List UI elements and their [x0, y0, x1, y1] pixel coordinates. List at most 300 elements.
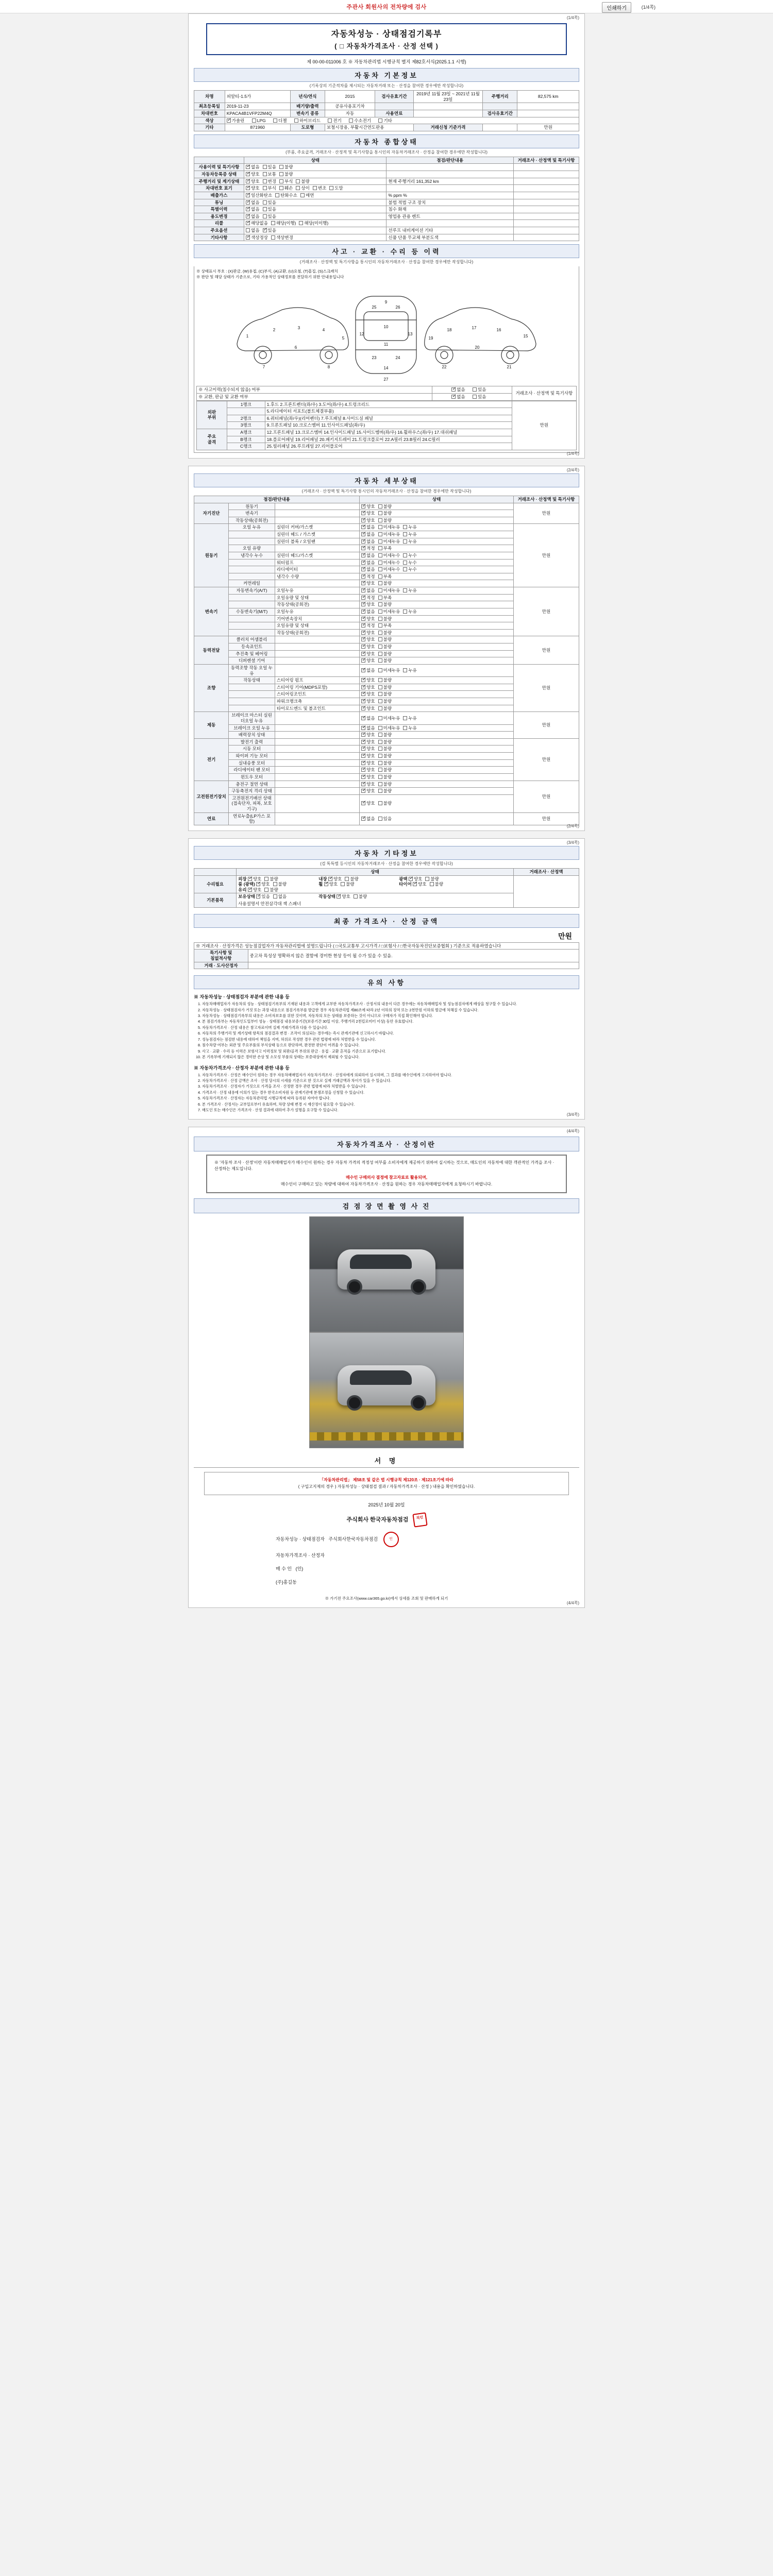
detail-1-1-option-0[interactable]: ✓ 없음 — [361, 532, 375, 537]
detail-options-0-0[interactable] — [360, 503, 514, 510]
detail-6-1-option-1[interactable]: 불량 — [378, 746, 392, 751]
fuel-option-hydrogen[interactable]: 수소전기 — [349, 118, 374, 123]
detail-sub-3-1: 등속죠인트 — [229, 643, 275, 651]
detail-5-1-option-1[interactable]: 미세누유 — [378, 725, 400, 731]
overall-6-option-1[interactable]: 있음 — [263, 207, 276, 212]
detail-8-0-option-0[interactable]: ✓없음 — [361, 816, 375, 821]
detail-options-4-5[interactable] — [360, 705, 514, 712]
detail-1-4-option-0[interactable]: ✓ 없음 — [361, 553, 375, 558]
print-button[interactable]: 인쇄하기 — [602, 2, 631, 13]
detail-6-0-option-1[interactable]: 불량 — [378, 739, 392, 744]
overall-1-option-0[interactable]: ✓ 양호 — [246, 172, 259, 177]
detail-options-2-4[interactable] — [360, 615, 514, 622]
detail-1-4-option-2[interactable]: 누수 — [403, 553, 416, 558]
detail-0-1-option-0[interactable]: ✓ 양호 — [361, 511, 375, 516]
overall-10-option-0[interactable]: ✓ 색상정상 — [246, 235, 268, 240]
detail-2-1-option-0[interactable]: ✓ 적정 — [361, 595, 375, 600]
detail-3-2-option-1[interactable]: 불량 — [378, 651, 392, 656]
etc-0-4-option-1[interactable]: 불량 — [341, 882, 354, 887]
label-blank-a — [375, 103, 414, 110]
detail-sub-6-0: 발전기 출력 — [229, 738, 275, 745]
flood-option-none[interactable]: ✓ 없음 — [451, 387, 468, 392]
detail-options-4-2[interactable] — [360, 684, 514, 691]
label-etc: 기타 — [194, 124, 225, 131]
detail-3-0-option-1[interactable]: 불량 — [378, 637, 392, 642]
section-title-overall: 자동차 종합상태 — [194, 134, 579, 148]
detail-1-7-option-0[interactable]: ✓ 적정 — [361, 574, 375, 579]
detail-0-0-option-0[interactable]: ✓ 양호 — [361, 504, 375, 509]
overall-options-6[interactable] — [244, 206, 386, 213]
overall-options-9[interactable] — [244, 227, 386, 234]
detail-options-7-0[interactable] — [360, 781, 514, 788]
etc-0-3-option-1[interactable]: 불량 — [273, 882, 287, 887]
overall-9-option-1[interactable]: ✓ 있음 — [263, 228, 276, 233]
detail-2-0-option-1[interactable]: 미세누유 — [378, 588, 400, 593]
detail-sub-4-2 — [229, 684, 275, 691]
detail-options-2-5[interactable] — [360, 622, 514, 630]
overall-3-option-1[interactable]: 부식 — [263, 185, 276, 191]
detail-options-2-3[interactable] — [360, 608, 514, 615]
table-row — [197, 386, 577, 394]
fuel-option-electric[interactable]: 전기 — [328, 118, 344, 123]
detail-5-0-option-1[interactable]: 미세누유 — [378, 716, 400, 721]
detail-options-4-3[interactable] — [360, 691, 514, 698]
car-window-lift — [350, 1370, 412, 1385]
detail-options-4-0[interactable] — [360, 664, 514, 676]
etc-0-1-option-1[interactable]: 불량 — [345, 876, 358, 882]
exchange-options[interactable] — [432, 393, 512, 400]
price-basis-line: ※ 거래조사 · 산정가격은 성능점검업자가 자동차관리법에 설명드립니다 ( □국토교통부 고시가격 / □보험사 / □한국자동차진단보증협회 ) 기준으로 적용하였습니다 — [194, 942, 579, 950]
lift-platform — [310, 1432, 463, 1440]
detail-options-3-0[interactable] — [360, 636, 514, 643]
fuel-option-diesel[interactable]: 디젤 — [273, 118, 290, 123]
overall-2-option-2[interactable]: 부식 — [279, 179, 293, 184]
fuel-option-lpg[interactable]: LPG — [252, 118, 269, 123]
detail-remark-1: 만원 — [513, 524, 579, 587]
detail-6-1-option-0[interactable]: ✓ 양호 — [361, 746, 375, 751]
notice-item: 8. 침수차량 여부는 외관 및 주요부품의 부식상태 등으로 판단하며, 완전한 판단이 어려울 수 있습니다. — [202, 1043, 579, 1048]
overall-options-4[interactable] — [244, 192, 386, 199]
detail-options-1-8[interactable] — [360, 580, 514, 587]
detail-1-6-option-1[interactable]: 미세누수 — [378, 567, 400, 572]
overall-2-option-1[interactable]: 변경 — [263, 179, 276, 184]
etc-table — [194, 868, 579, 908]
overall-options-5[interactable] — [244, 199, 386, 206]
overall-9-option-0[interactable]: 없음 — [246, 228, 259, 233]
detail-7-0-option-1[interactable]: 불량 — [378, 782, 392, 787]
etc-1-0-option-1[interactable]: 없음 — [273, 894, 287, 899]
notice-block — [194, 993, 579, 1113]
value-inspection: 2019년 11월 23일 ~ 2021년 11월 23일 — [413, 91, 482, 103]
section-note-etc: (검 톡특별 등시인의 자동차거래조사 · 산정을 참여한 경우에만 작성합니다) — [320, 861, 453, 866]
detail-4-4-option-0[interactable]: ✓ 양호 — [361, 699, 375, 704]
detail-options-6-3[interactable] — [360, 759, 514, 767]
detail-1-3-option-1[interactable]: 부족 — [378, 546, 392, 551]
overall-7-option-1[interactable]: 있음 — [263, 214, 276, 219]
detail-options-4-4[interactable] — [360, 698, 514, 705]
overall-options-10[interactable] — [244, 234, 386, 241]
detail-options-6-0[interactable] — [360, 738, 514, 745]
etc-item-0-0[interactable]: 외장 ✓ 양호 불량 — [238, 876, 315, 882]
detail-8-0-option-1[interactable]: 있음 — [378, 816, 392, 821]
detail-3-1-option-1[interactable]: 불량 — [378, 644, 392, 649]
detail-3-3-option-0[interactable]: ✓ 양호 — [361, 658, 375, 663]
detail-1-6-option-0[interactable]: ✓ 없음 — [361, 567, 375, 572]
col-detail-record: 점검/판단내용 — [194, 496, 360, 503]
overall-4-option-0[interactable]: ✓ 일산화탄소 — [246, 193, 272, 198]
etc-0-1-option-0[interactable]: ✓ 양호 — [328, 876, 342, 882]
section-title-basic: 자동차 기본정보 — [194, 68, 579, 82]
detail-7-2-option-0[interactable]: ✓양호 — [361, 801, 375, 806]
detail-1-0-option-1[interactable]: 미세누유 — [378, 524, 400, 530]
price-guide-title: 자동차가격조사 · 산정이란 — [194, 1137, 579, 1151]
detail-6-5-option-0[interactable]: ✓ 양호 — [361, 774, 375, 779]
etc-1-1-option-0[interactable]: ✓ 양호 — [337, 894, 350, 899]
detail-3-0-option-0[interactable]: ✓ 양호 — [361, 637, 375, 642]
fuel-option-hybrid[interactable]: 하이브리드 — [294, 118, 324, 123]
detail-options-1-3[interactable] — [360, 545, 514, 552]
detail-2-3-option-2[interactable]: 누유 — [403, 609, 416, 614]
detail-options-7-2[interactable] — [360, 794, 514, 812]
overall-0-option-0[interactable]: ✓ 없음 — [246, 164, 259, 170]
detail-0-2-option-0[interactable]: ✓ 양호 — [361, 518, 375, 523]
fuel-option-other[interactable]: 기타 — [378, 118, 395, 123]
price-guide-box — [206, 1155, 567, 1193]
overall-options-1[interactable] — [244, 171, 386, 178]
overall-label-6: 특별이력 — [194, 206, 244, 213]
overall-8-option-0[interactable]: ✓ 해당없음 — [246, 221, 268, 226]
sheet-page-2 — [188, 466, 585, 831]
detail-0-0-option-1[interactable]: 불량 — [378, 504, 392, 509]
car-diagram-svg[interactable] — [227, 282, 546, 385]
overall-3-option-5[interactable]: 도말 — [329, 185, 343, 191]
overall-2-option-3[interactable]: 불량 — [296, 179, 309, 184]
overall-4-option-2[interactable]: 매연 — [300, 193, 314, 198]
detail-detail-0-0 — [275, 503, 359, 510]
detail-sub-5-2: 배력장치 상태 — [229, 732, 275, 739]
inspection-photo-lift[interactable] — [309, 1332, 464, 1448]
detail-1-7-option-1[interactable]: 부족 — [378, 574, 392, 579]
overall-label-7: 용도변경 — [194, 213, 244, 220]
detail-options-2-1[interactable] — [360, 594, 514, 601]
detail-options-8-0[interactable] — [360, 812, 514, 825]
detail-options-6-1[interactable] — [360, 745, 514, 753]
value-displacement: 공유사용포기차 — [325, 103, 375, 110]
detail-options-1-2[interactable] — [360, 538, 514, 545]
detail-4-3-option-1[interactable]: 불량 — [378, 691, 392, 697]
detail-sub-0-1: 변속기 — [229, 510, 275, 517]
detail-detail-4-0 — [275, 664, 359, 676]
etc-0-4-option-0[interactable]: ✓ 양호 — [324, 882, 338, 887]
overall-options-7[interactable] — [244, 213, 386, 220]
special-note-value: 중고차 특성상 명확하지 않은 결함에 경미한 현상 등이 될 수가 있을 수 있음. — [248, 950, 579, 962]
detail-4-0-option-2[interactable]: 누유 — [403, 668, 416, 673]
detail-6-4-option-1[interactable]: 불량 — [378, 767, 392, 772]
detail-options-1-1[interactable] — [360, 531, 514, 538]
notice-item: 1. 자동차가격조사 · 산정은 매수인이 원하는 경우 자동차매매업자가 자동차가격조사 · 산정자에게 의뢰하여 실시하며, 그 결과를 매수인에게 고지하여야 합니다. — [202, 1073, 579, 1078]
overall-6-option-0[interactable]: ✓ 없음 — [246, 207, 259, 212]
signature-section-title: 서 명 — [194, 1453, 579, 1468]
detail-remark-5: 만원 — [513, 712, 579, 739]
overall-7-option-0[interactable]: ✓ 없음 — [246, 214, 259, 219]
overall-0-option-1[interactable]: 있음 — [263, 164, 276, 170]
overall-record-4: % ppm % — [386, 192, 514, 199]
etc-item-0-2[interactable]: 광택 ✓ 양호 불량 — [399, 876, 476, 882]
svg-text:3: 3 — [297, 326, 300, 331]
overall-options-0[interactable] — [244, 164, 386, 171]
svg-text:10: 10 — [383, 325, 389, 330]
notice-item: 3. 자동차가격조사 · 산정자가 거짓으로 가격을 조사 · 산정한 경우 관련 법령에 따라 처벌받을 수 있습니다. — [202, 1084, 579, 1089]
overall-1-option-2[interactable]: 불량 — [279, 172, 293, 177]
exchange-option-none[interactable]: ✓ 없음 — [451, 394, 468, 399]
overall-remark-2 — [513, 178, 579, 185]
detail-5-2-option-1[interactable]: 불량 — [378, 732, 392, 737]
exchange-option-yes[interactable]: 있음 — [473, 394, 489, 399]
detail-1-2-option-2[interactable]: 누유 — [403, 539, 416, 544]
detail-4-2-option-1[interactable]: 불량 — [378, 685, 392, 690]
detail-options-6-4[interactable] — [360, 767, 514, 774]
overall-4-option-1[interactable]: 탄화수소 — [275, 193, 297, 198]
detail-1-1-option-2[interactable]: 누유 — [403, 532, 416, 537]
etc-0-6-option-1[interactable]: 불량 — [264, 887, 278, 892]
detail-options-1-5[interactable] — [360, 559, 514, 566]
overall-0-option-2[interactable]: 불량 — [279, 164, 293, 170]
detail-2-4-option-1[interactable]: 불량 — [378, 616, 392, 621]
detail-6-2-option-1[interactable]: 불량 — [378, 753, 392, 758]
overall-options-8[interactable] — [244, 220, 386, 227]
fuel-options[interactable] — [225, 117, 579, 124]
overall-rows — [194, 164, 579, 241]
detail-7-0-option-0[interactable]: ✓ 양호 — [361, 782, 375, 787]
detail-options-2-2[interactable] — [360, 601, 514, 608]
overall-3-option-0[interactable]: ✓ 양호 — [246, 185, 259, 191]
detail-1-0-option-0[interactable]: ✓ 없음 — [361, 524, 375, 530]
overall-options-3[interactable] — [244, 185, 386, 192]
etc-0-5-option-0[interactable]: ✓ 양호 — [413, 882, 426, 887]
etc-0-0-option-0[interactable]: ✓ 양호 — [248, 876, 261, 882]
detail-4-0-option-0[interactable]: ✓없음 — [361, 668, 375, 673]
etc-extras: 사용설명서 안전삼각대 잭 스패너 — [238, 901, 301, 906]
etc-options-1[interactable] — [237, 893, 514, 907]
flood-options[interactable] — [432, 386, 512, 394]
detail-5-0-option-0[interactable]: ✓없음 — [361, 716, 375, 721]
etc-item-0-1[interactable]: 내장 ✓ 양호 불량 — [318, 876, 396, 882]
rank-3: 3랭크 — [227, 422, 265, 429]
etc-0-2-option-1[interactable]: 불량 — [425, 876, 439, 882]
overall-10-option-1[interactable]: 색상변경 — [271, 235, 293, 240]
detail-2-1-option-1[interactable]: 부족 — [378, 595, 392, 600]
detail-options-6-5[interactable] — [360, 773, 514, 781]
detail-2-6-option-0[interactable]: ✓ 양호 — [361, 630, 375, 635]
detail-group-7: 고전원전기장치 — [194, 781, 229, 812]
etc-item-0-6[interactable]: 유리 ✓ 양호 불량 — [238, 887, 315, 893]
detail-options-0-1[interactable] — [360, 510, 514, 517]
detail-6-4-option-0[interactable]: ✓ 양호 — [361, 767, 375, 772]
detail-2-0-option-0[interactable]: ✓ 없음 — [361, 588, 375, 593]
detail-options-5-2[interactable] — [360, 732, 514, 739]
etc-item-0-3[interactable]: 룸 (광택) ✓ 양호 불량 — [238, 882, 315, 887]
detail-options-7-1[interactable] — [360, 788, 514, 795]
seal-icon-performance: 인 — [383, 1532, 399, 1547]
detail-1-4-option-1[interactable]: 미세누수 — [378, 553, 400, 558]
etc-1-0-option-0[interactable]: ✓ 있음 — [256, 894, 270, 899]
detail-options-2-0[interactable] — [360, 587, 514, 595]
detail-sub-4-1: 작동상태 — [229, 677, 275, 684]
detail-2-6-option-1[interactable]: 불량 — [378, 630, 392, 635]
detail-options-3-2[interactable] — [360, 650, 514, 657]
etc-0-3-option-0[interactable]: ✓ 양호 — [256, 882, 270, 887]
detail-1-5-option-1[interactable]: 미세누수 — [378, 560, 400, 565]
detail-2-5-option-1[interactable]: 부족 — [378, 623, 392, 628]
detail-5-1-option-0[interactable]: ✓ 없음 — [361, 725, 375, 731]
etc-item-1-1[interactable]: 작동상태 ✓ 양호 불량 — [318, 894, 396, 900]
detail-detail-0-1 — [275, 510, 359, 517]
detail-7-1-option-1[interactable]: 불량 — [378, 788, 392, 793]
detail-options-1-0[interactable] — [360, 524, 514, 531]
detail-sub-5-0: 브레이크 마스터 실린더오일 누유 — [229, 712, 275, 724]
etc-item-1-0[interactable]: 보유상태 ✓ 있음 없음 — [238, 894, 315, 900]
detail-4-0-option-1[interactable]: 미세누유 — [378, 668, 400, 673]
detail-6-3-option-0[interactable]: ✓ 양호 — [361, 760, 375, 766]
etc-1-1-option-1[interactable]: 불량 — [354, 894, 367, 899]
etc-options-0[interactable] — [237, 875, 514, 893]
etc-0-2-option-0[interactable]: ✓ 양호 — [409, 876, 422, 882]
detail-2-2-option-1[interactable]: 불량 — [378, 602, 392, 607]
detail-6-5-option-1[interactable]: 불량 — [378, 774, 392, 779]
detail-2-3-option-1[interactable]: 미세누유 — [378, 609, 400, 614]
detail-sub-4-4 — [229, 698, 275, 705]
etc-item-0-5[interactable]: 타이어 ✓ 양호 불량 — [399, 882, 476, 887]
detail-2-3-option-0[interactable]: ✓ 없음 — [361, 609, 375, 614]
detail-3-2-option-0[interactable]: ✓ 양호 — [361, 651, 375, 656]
svg-text:27: 27 — [383, 377, 389, 382]
table-row — [197, 401, 577, 408]
flood-option-yes[interactable]: 있음 — [473, 387, 489, 392]
fuel-option-gasoline[interactable]: ✓ 가솔린 — [227, 118, 248, 123]
notice-item: 3. 자동차성능 · 상태점검기록부의 내용은 소비자보호를 위한 것이며, 자동차의 모든 상태를 보증하는 것이 아니므로 구매자가 직접 확인해야 합니다. — [202, 1013, 579, 1019]
car-diagram[interactable] — [196, 280, 577, 386]
detail-options-0-2[interactable] — [360, 517, 514, 524]
detail-4-5-option-1[interactable]: 불량 — [378, 706, 392, 711]
detail-sub-5-1: 브레이크 오일 누유 — [229, 724, 275, 732]
detail-5-0-option-2[interactable]: 누유 — [403, 716, 416, 721]
svg-text:2: 2 — [273, 328, 276, 333]
detail-5-2-option-0[interactable]: ✓ 양호 — [361, 732, 375, 737]
overall-8-option-2[interactable]: 해당(미이행) — [299, 221, 328, 226]
overall-8-option-1[interactable]: 해당(이행) — [271, 221, 296, 226]
overall-1-option-1[interactable]: 보통 — [263, 172, 276, 177]
table-header-row — [194, 157, 579, 164]
detail-2-0-option-2[interactable]: 누유 — [403, 588, 416, 593]
detail-detail-7-0 — [275, 781, 359, 788]
price-amount: 만원 — [558, 931, 572, 940]
detail-options-3-3[interactable] — [360, 657, 514, 665]
detail-4-1-option-0[interactable]: ✓ 양호 — [361, 677, 375, 683]
detail-3-1-option-0[interactable]: ✓ 양호 — [361, 644, 375, 649]
overall-record-8 — [386, 220, 514, 227]
overall-options-2[interactable] — [244, 178, 386, 185]
detail-1-5-option-0[interactable]: ✓ 없음 — [361, 560, 375, 565]
detail-0-1-option-1[interactable]: 불량 — [378, 511, 392, 516]
basic-info-table — [194, 90, 579, 131]
overall-3-option-3[interactable]: 상이 — [296, 185, 309, 191]
overall-3-option-4[interactable]: 변조 — [313, 185, 326, 191]
detail-1-8-option-0[interactable]: ✓ 양호 — [361, 581, 375, 586]
table-row — [194, 199, 579, 206]
col-overall-remark: 거래조사 · 산정액 및 특기사항 — [513, 157, 579, 164]
etc-item-0-4[interactable]: 휠 ✓ 양호 불량 — [318, 882, 396, 887]
detail-0-2-option-1[interactable]: 불량 — [378, 518, 392, 523]
detail-1-3-option-0[interactable]: ✓ 적정 — [361, 546, 375, 551]
accident-remark-value: 만원 — [512, 401, 576, 450]
detail-1-1-option-1[interactable]: 미세누유 — [378, 532, 400, 537]
overall-2-option-0[interactable]: ✓ 양호 — [246, 179, 259, 184]
detail-options-6-2[interactable] — [360, 753, 514, 760]
rank-a: A랭크 — [227, 429, 265, 436]
detail-options-3-1[interactable] — [360, 643, 514, 651]
etc-0-6-option-0[interactable]: ✓ 양호 — [248, 887, 261, 892]
detail-options-1-6[interactable] — [360, 566, 514, 573]
detail-options-5-1[interactable] — [360, 724, 514, 732]
detail-6-3-option-1[interactable]: 불량 — [378, 760, 392, 766]
sign-row-branch-value: (주)홍길동 — [276, 1579, 297, 1585]
detail-1-2-option-0[interactable]: ✓ 없음 — [361, 539, 375, 544]
detail-6-0-option-0[interactable]: ✓ 양호 — [361, 739, 375, 744]
detail-sub-3-2: 추진축 및 베어링 — [229, 650, 275, 657]
detail-7-1-option-0[interactable]: ✓ 양호 — [361, 788, 375, 793]
detail-options-1-7[interactable] — [360, 573, 514, 580]
section-note-overall: (부품, 주요골격, 거래조사 · 산정적 및 목기사항을 통시인의 자동차거래조사 · 산정을 참여한 경우에만 작성합니다) — [285, 149, 488, 155]
detail-options-2-6[interactable] — [360, 629, 514, 636]
detail-2-5-option-0[interactable]: ✓ 적정 — [361, 623, 375, 628]
detail-options-4-1[interactable] — [360, 677, 514, 684]
detail-4-5-option-0[interactable]: ✓ 양호 — [361, 706, 375, 711]
overall-5-option-0[interactable]: ✓ 없음 — [246, 200, 259, 205]
detail-1-5-option-2[interactable]: 누수 — [403, 560, 416, 565]
detail-1-8-option-1[interactable]: 불량 — [378, 581, 392, 586]
detail-sub-0-2: 작동상태(공회전) — [229, 517, 275, 524]
detail-1-2-option-1[interactable]: 미세누유 — [378, 539, 400, 544]
detail-4-3-option-0[interactable]: ✓ 양호 — [361, 691, 375, 697]
rank-1b — [227, 408, 265, 415]
etc-0-5-option-1[interactable]: 불량 — [430, 882, 443, 887]
svg-text:16: 16 — [496, 328, 501, 333]
detail-options-5-0[interactable] — [360, 712, 514, 724]
detail-options-1-4[interactable] — [360, 552, 514, 559]
detail-detail-2-1: 오일유량 및 상태 — [275, 594, 359, 601]
detail-2-4-option-0[interactable]: ✓ 양호 — [361, 616, 375, 621]
overall-3-option-2[interactable]: 훼손 — [279, 185, 293, 191]
detail-4-2-option-0[interactable]: ✓ 양호 — [361, 685, 375, 690]
detail-1-6-option-2[interactable]: 누수 — [403, 567, 416, 572]
detail-1-0-option-2[interactable]: 누유 — [403, 524, 416, 530]
detail-5-1-option-2[interactable]: 누유 — [403, 725, 416, 731]
overall-5-option-1[interactable]: 있음 — [263, 200, 276, 205]
sign-row-appraiser — [276, 1551, 497, 1561]
detail-2-2-option-0[interactable]: ✓ 양호 — [361, 602, 375, 607]
etc-0-0-option-1[interactable]: 불량 — [264, 876, 278, 882]
detail-4-4-option-1[interactable]: 불량 — [378, 699, 392, 704]
detail-6-2-option-0[interactable]: ✓ 양호 — [361, 753, 375, 758]
detail-4-1-option-1[interactable]: 불량 — [378, 677, 392, 683]
detail-detail-7-1 — [275, 788, 359, 795]
photo-section-title: 검 점 장 면 촬 영 사 진 — [194, 1198, 579, 1213]
detail-3-3-option-1[interactable]: 불량 — [378, 658, 392, 663]
detail-7-2-option-1[interactable]: 불량 — [378, 801, 392, 806]
inspection-photo-front[interactable] — [309, 1216, 464, 1332]
svg-text:13: 13 — [408, 332, 413, 337]
detail-group-6: 전기 — [194, 738, 229, 781]
